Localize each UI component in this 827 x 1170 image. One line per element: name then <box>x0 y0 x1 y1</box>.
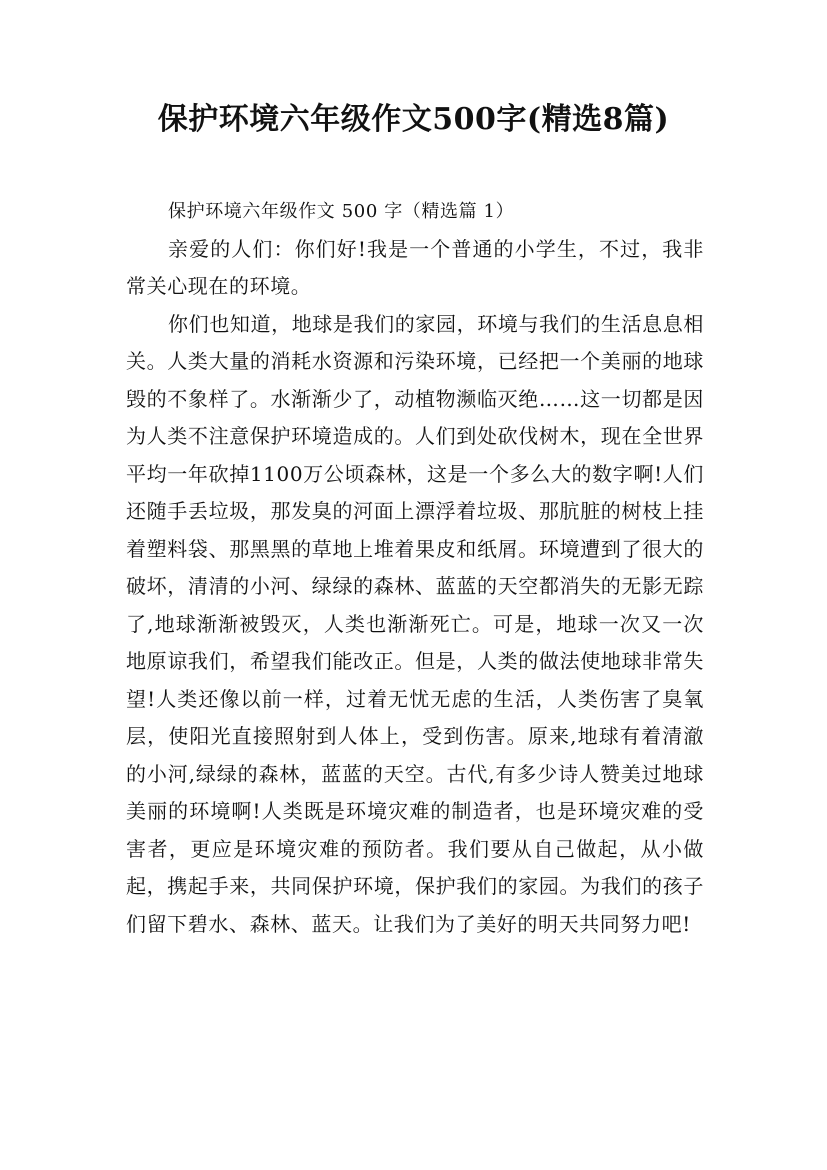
section-subtitle: 保护环境六年级作文 500 字（精选篇 1） <box>168 201 515 222</box>
paragraph-greeting: 亲爱的人们：你们好!我是一个普通的小学生，不过，我非常关心现在的环境。 <box>126 236 704 298</box>
paragraph-main: 你们也知道，地球是我们的家园，环境与我们的生活息息相关。人类大量的消耗水资源和污染环境，已经把一个美丽的地球毁的不象样了。水渐渐少了，动植物濒临灭绝……这一切都是因为人类不注意保护环境造成的。人们到处砍伐树木，现在全世界平均一年砍掉1100万公顷森林，这是一个多么大的数字啊!人们还随手丢垃圾，那发臭的河面上漂浮着垃圾、那肮脏的树枝上挂着塑料袋、那黑黑的草地上堆着果皮和纸屑。环境遭到了很大的破坏，清清的小河、绿绿的森林、蓝蓝的天空都消失的无影无踪了,地球渐渐被毁灭，人类也渐渐死亡。可是，地球一次又一次地原谅我们，希望我们能改正。但是，人类的做法使地球非常失望!人类还像以前一样，过着无忧无虑的生活，人类伤害了臭氧层，使阳光直接照射到人体上，受到伤害。原来,地球有着清澈的小河,绿绿的森林，蓝蓝的天空。古代,有多少诗人赞美过地球美丽的环境啊!人类既是环境灾难的制造者，也是环境灾难的受害者，更应是环境灾难的预防者。我们要从自己做起，从小做起，携起手来，共同保护环境，保护我们的家园。为我们的孩子们留下碧水、森林、蓝天。让我们为了美好的明天共同努力吧! <box>126 311 704 936</box>
document-body <box>126 193 704 943</box>
document-title: 保护环境六年级作文500字(精选8篇) <box>157 102 670 137</box>
